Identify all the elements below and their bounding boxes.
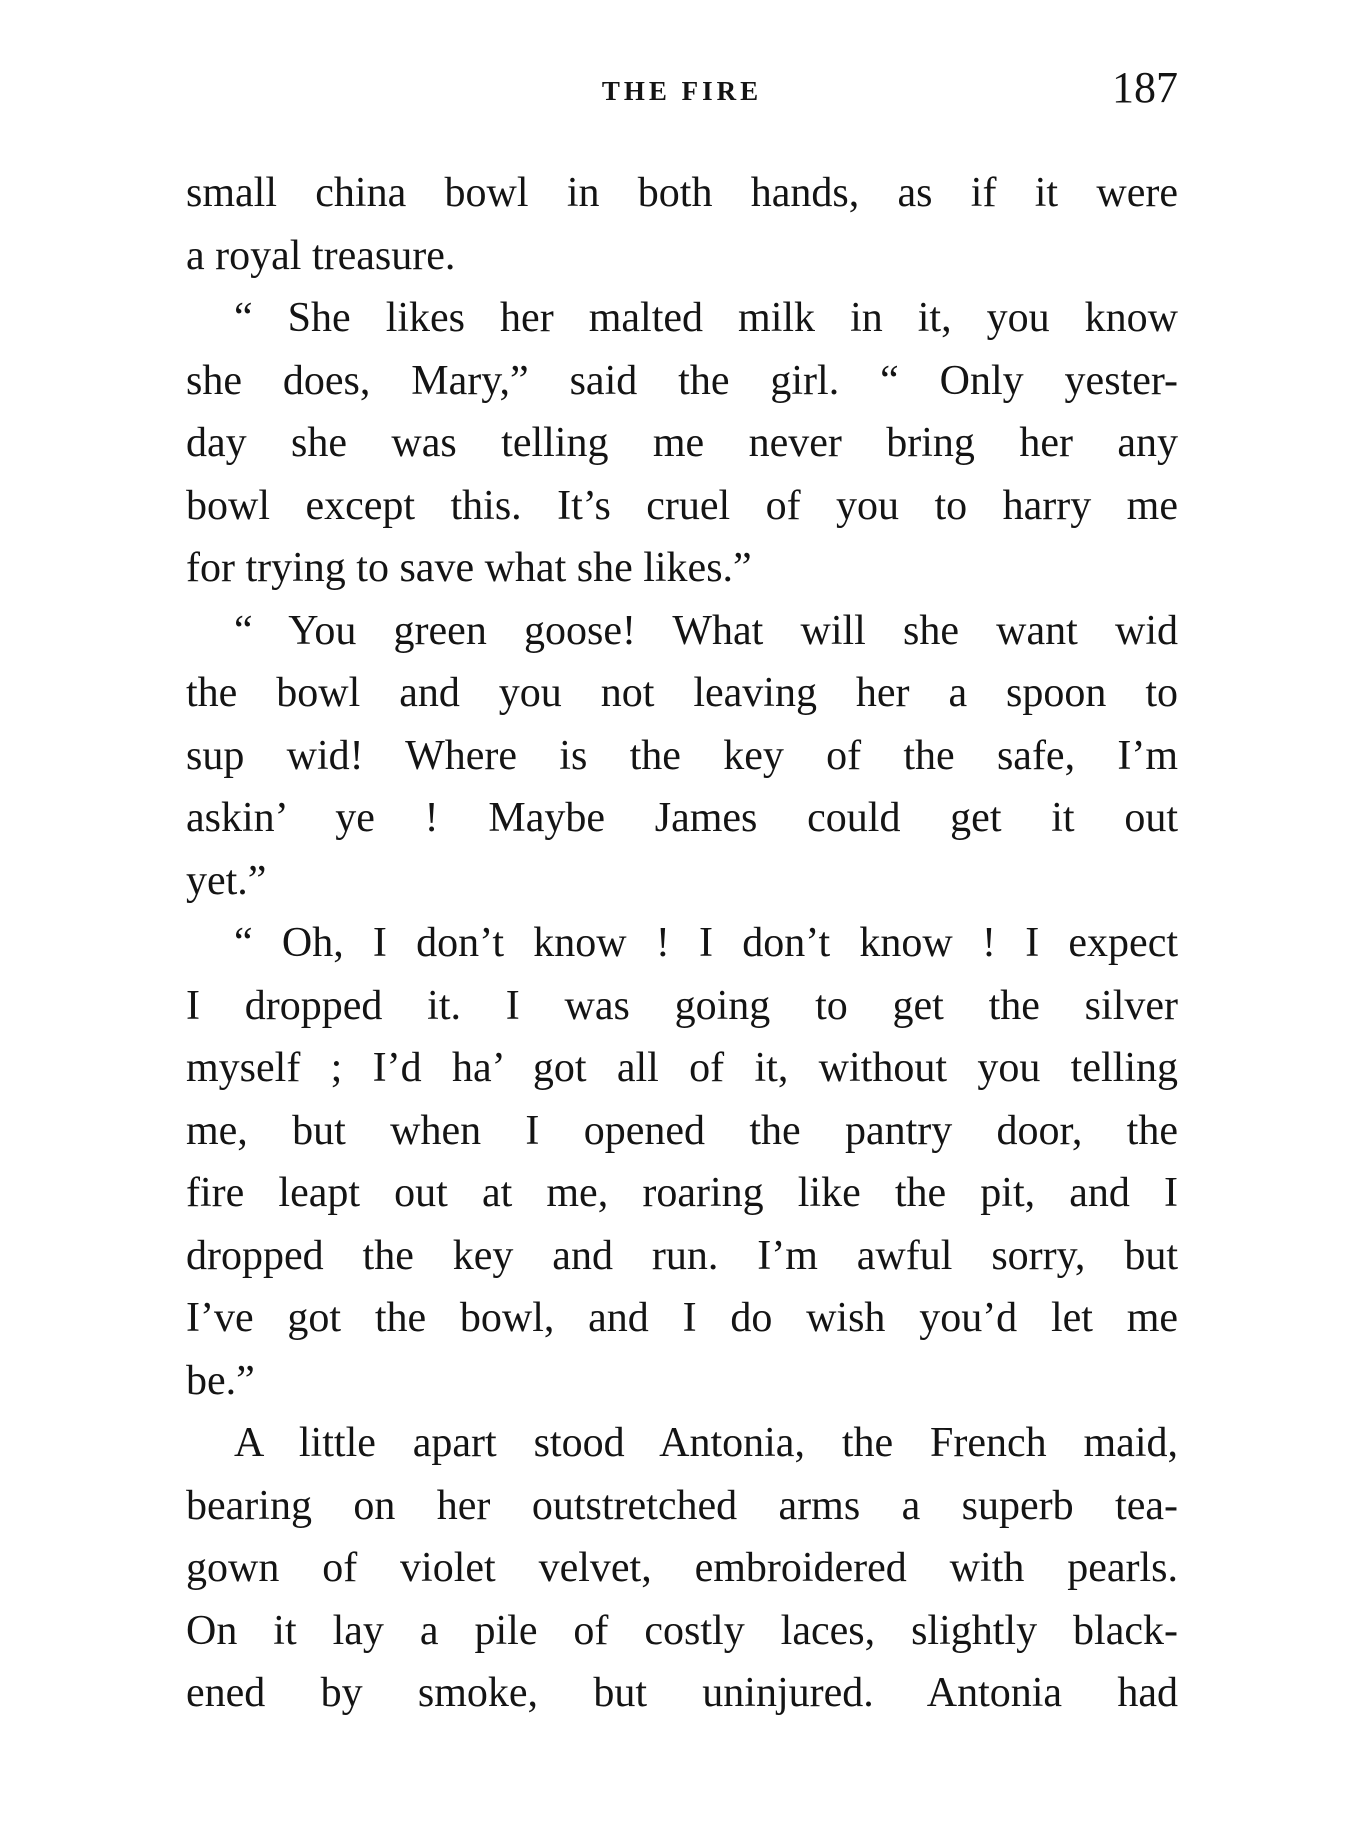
text-line: “ You green goose! What will she want wid: [234, 607, 1178, 654]
text-line: ened by smoke, but uninjured. Antonia had: [186, 1670, 1178, 1716]
running-title: THE FIRE: [601, 76, 763, 106]
text-line: bowl except this. It’s cruel of you to harry me: [186, 482, 1178, 529]
text-line: A little apart stood Antonia, the French maid,: [234, 1420, 1178, 1466]
text-line: yet.”: [186, 857, 267, 904]
text-line: the bowl and you not leaving her a spoon to: [186, 670, 1178, 716]
text-line: “ She likes her malted milk in it, you know: [234, 295, 1178, 341]
text-line: a royal treasure.: [186, 232, 456, 279]
text-line: myself ; I’d ha’ got all of it, without you telling: [186, 1045, 1178, 1091]
body-text: [186, 162, 1178, 1725]
text-line: fire leapt out at me, roaring like the pit, and I: [186, 1170, 1178, 1216]
text-line: I dropped it. I was going to get the silver: [186, 982, 1178, 1029]
text-line: day she was telling me never bring her any: [186, 420, 1178, 466]
text-line: be.”: [186, 1357, 255, 1404]
page-number: 187: [1112, 63, 1178, 112]
text-line: bearing on her outstretched arms a superb tea-: [186, 1482, 1178, 1529]
text-line: she does, Mary,” said the girl. “ Only yester-: [186, 357, 1178, 404]
text-line: askin’ ye ! Maybe James could get it out: [186, 795, 1178, 841]
text-line: for trying to save what she likes.”: [186, 545, 752, 591]
text-line: I’ve got the bowl, and I do wish you’d let me: [186, 1295, 1178, 1341]
text-line: “ Oh, I don’t know ! I don’t know ! I expect: [234, 920, 1178, 966]
text-line: sup wid! Where is the key of the safe, I’m: [186, 732, 1178, 779]
text-line: small china bowl in both hands, as if it were: [186, 170, 1178, 216]
text-line: me, but when I opened the pantry door, the: [186, 1107, 1178, 1154]
text-line: On it lay a pile of costly laces, slightly black-: [186, 1607, 1178, 1654]
text-line: gown of violet velvet, embroidered with pearls.: [186, 1545, 1178, 1591]
running-head: [186, 62, 1178, 122]
text-line: dropped the key and run. I’m awful sorry, but: [186, 1232, 1178, 1279]
